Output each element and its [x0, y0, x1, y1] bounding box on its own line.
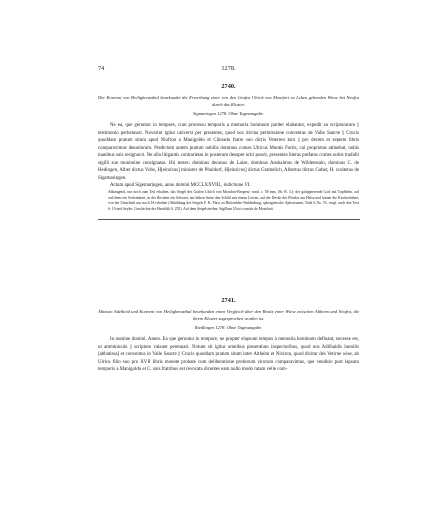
header-year: 1278.: [221, 65, 236, 72]
charter-closing: Actum apud Sigemaringen, anno domini MCCLXXVIII., indictione VI.: [110, 183, 251, 189]
charter-text: Ne ea, que geruntur in tempore, cum processu temporis a memoria hominum pariter elabantur, expedit ea scripturarum || testimonio perhennari. Noverint igitur universi per presentes, quod nos divina permissione conventus de Valle Sancte || Crucis quoddam pratum situm apud Niufron a Manigoldo et Cûnrado fratre suo dictis Veterren kint || pro decem et septem libris comparavimus denariorum. Predictum autem pratum nobilis dominus comes Ulricus Montis Fortis, cui proprietas attinebat, nobis manibus suis resignavit. Ne ulla litigantis contrarietas in posterum desuper oriri possit, presentes literas prefatus comes nobis tradidit sigilli sue munimine consignatas. Hii testes: dominus decanus de Laize, dominus Anshalmus de Wildenstain, dominus C. de Hedingen, Alber dictus Vuhs, H[einricus] minister de Phuldorf, H[einricus] dictus Gramelich, Albertus dictus Gaber, H. scultetus de Sigemaringen.: [98, 123, 359, 181]
running-header: [98, 65, 359, 75]
charter-summary: Äbtissin Adelheid und Konvent von Heiligkreuzthal beurkunden einen Vergleich über den Besitz einer Wiese zwischen Altheim und Neufra, die ihrem Kloster zugesprochen worden ist.: [98, 309, 359, 321]
charter-place-date: Sigmaringen 1278. Ohne Tagesangabe.: [193, 111, 264, 116]
charter-summary: Der Konvent von Heiligkreuzthal beurkundet die Erwerbung einer von den Grafen Ulrich von Montfort zu Lehen gehenden Wiese bei Neufra durch das Kloster.: [98, 95, 359, 107]
section-divider: [98, 219, 360, 220]
seal-note: Abhangend, nur noch zum Teil erhalten, das Siegel des Grafen Ulrich von Montfort-Bregenz: rund, c. 58 mm, (St. B. 3.): der galoppierende Graf mit Topfhelm, auf welchem ein Schirmbrett, in der Rechten ein Schwert, am linken Arme den Schild mit einem Löwen, auf der Decke des Pferdes am Halse und hinten die Kirchenfahne; von der Umschrift nur noch IA erhalten (Abbildung des Siegels F. K. Fürst zu Hohenlohe-Waldenburg, sphragistische Aphorismen, Tafel 6 No. 55, vergl. auch den Text S. 19 und Seyler, Geschichte der Heraldik S. 255). Auf dem Siegelstreifen: Sigillum Ulrici comitis de Montforti.: [108, 189, 359, 211]
page-number: 74: [98, 65, 105, 72]
charter-text: In nomine domini. Amen. Ea que geruntur in tempore, ne propter elapsum tempus a memoria hominum defluant, necesse est, ut amminiculo || scripture valeant perennari. Notum sit igitur omnibus presentium inspectoribus, quod nos Adilhaidis humilis [abbatissa] et conventus in Valle Sancte || Crucis quoddam pratum situm inter Altheim et Nivirun, quod dicitur des Vetirne wise, ab Ulrico filio suo pro XVII libris monete probate cum deliberatione proborum virorum comparavimus, que venditio post lapsum temporis a Manigoldo et C. suis fratribus est revocata dicentes eam nullo modo ratam velle com-: [98, 337, 359, 373]
charter-place-date: Riedlingen 1278. Ohne Tagesangabe.: [194, 325, 263, 330]
charter-number: 2740.: [221, 83, 236, 90]
charter-2740: [98, 83, 359, 220]
charter-2741: [98, 297, 359, 374]
charter-number: 2741.: [221, 297, 236, 304]
